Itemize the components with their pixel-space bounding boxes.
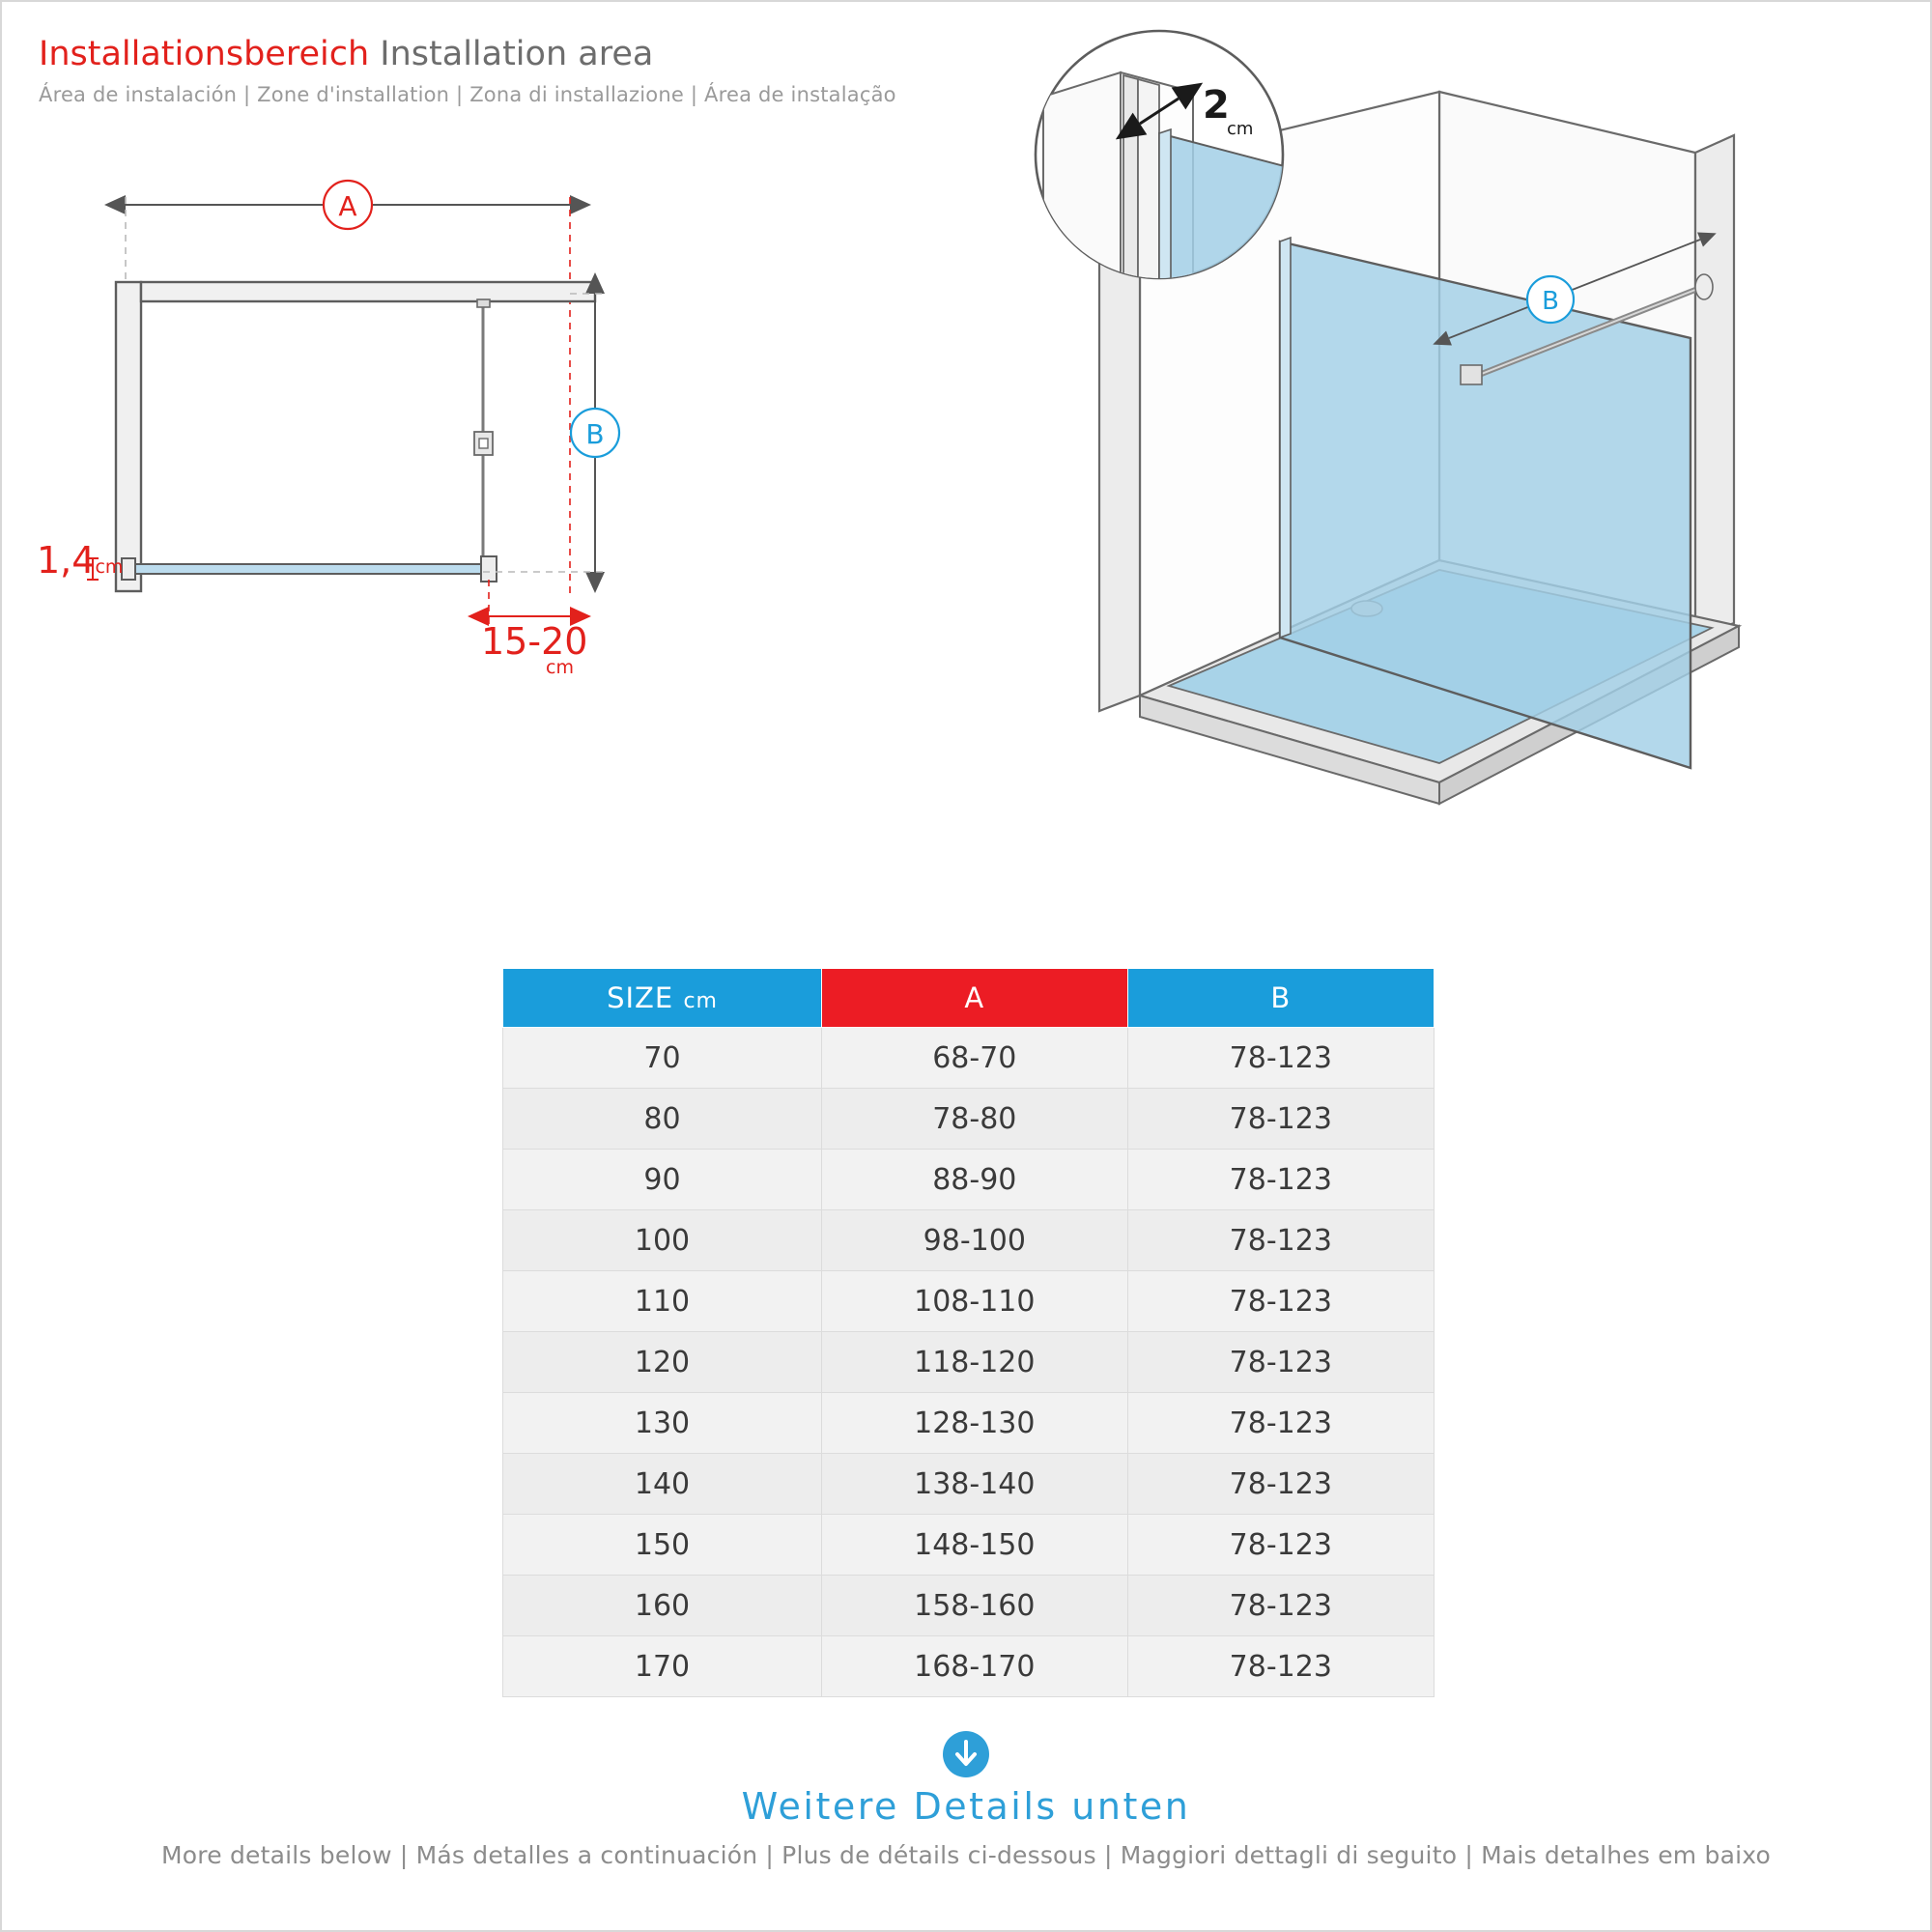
detail-dimension-unit: cm [1227,119,1254,139]
isometric-view-svg [1024,19,1903,947]
table-row [503,1089,1435,1150]
gap-dimension-label: 15-20 [481,620,588,663]
thickness-dimension-label: 1,4cm [37,539,124,582]
table-row [503,1454,1435,1515]
table-row [503,1332,1435,1393]
cell-a: 128-130 [822,1393,1128,1454]
isometric-view-drawing [1024,19,1903,947]
cell-b: 78-123 [1127,1636,1434,1697]
cell-a: 148-150 [822,1515,1128,1576]
cell-b: 78-123 [1127,1210,1434,1271]
cell-a: 118-120 [822,1332,1128,1393]
cell-a: 78-80 [822,1089,1128,1150]
cell-size: 150 [503,1515,822,1576]
table-row [503,1576,1435,1636]
cell-size: 170 [503,1636,822,1697]
cell-size: 100 [503,1210,822,1271]
plan-view-drawing [29,174,840,869]
cell-b: 78-123 [1127,1454,1434,1515]
arrow-down-icon [941,1729,991,1779]
footer-main-text: Weitere Details unten [741,1785,1191,1828]
table-header-row [503,969,1435,1028]
gap-dimension-unit: cm [546,657,574,678]
cell-a: 108-110 [822,1271,1128,1332]
footer [0,1729,1932,1869]
cell-size: 140 [503,1454,822,1515]
table-row [503,1393,1435,1454]
page-subtitle: Área de instalación | Zone d'installation | Zona di installazione | Área de instalação [39,83,896,106]
cell-b: 78-123 [1127,1271,1434,1332]
cell-size: 130 [503,1393,822,1454]
detail-dimension-label: 2 [1203,83,1230,128]
cell-size: 70 [503,1028,822,1089]
cell-size: 120 [503,1332,822,1393]
page-title [39,33,1101,75]
table-row [503,1028,1435,1089]
cell-b: 78-123 [1127,1393,1434,1454]
cell-b: 78-123 [1127,1089,1434,1150]
svg-text:A: A [338,190,357,222]
cell-a: 138-140 [822,1454,1128,1515]
page-title-en: Installation area [380,35,654,73]
page-header [39,33,1101,106]
cell-b: 78-123 [1127,1028,1434,1089]
column-header-size-unit: cm [683,989,718,1013]
column-header-size: SIZE cm [503,969,822,1028]
cell-b: 78-123 [1127,1576,1434,1636]
cell-b: 78-123 [1127,1332,1434,1393]
table-row [503,1271,1435,1332]
cell-b: 78-123 [1127,1515,1434,1576]
cell-size: 160 [503,1576,822,1636]
cell-a: 88-90 [822,1150,1128,1210]
cell-size: 80 [503,1089,822,1150]
svg-text:B: B [585,418,605,450]
size-table [502,968,1435,1697]
footer-sub-text: More details below | Más detalles a continuación | Plus de détails ci-dessous | Maggiori dettagli di seguito | Mais detalhes em baixo [161,1841,1771,1869]
cell-a: 158-160 [822,1576,1128,1636]
column-header-a: A [822,969,1128,1028]
table-row [503,1210,1435,1271]
size-table-container [502,968,1435,1697]
cell-a: 98-100 [822,1210,1128,1271]
cell-a: 168-170 [822,1636,1128,1697]
cell-size: 90 [503,1150,822,1210]
table-row [503,1636,1435,1697]
svg-text:B: B [1542,287,1559,316]
column-header-b: B [1127,969,1434,1028]
page-title-de: Installationsbereich [39,35,370,73]
cell-a: 68-70 [822,1028,1128,1089]
table-row [503,1150,1435,1210]
table-body [503,1028,1435,1697]
plan-view-svg [29,174,840,869]
cell-b: 78-123 [1127,1150,1434,1210]
thickness-dimension-unit: cm [95,556,124,578]
table-row [503,1515,1435,1576]
cell-size: 110 [503,1271,822,1332]
